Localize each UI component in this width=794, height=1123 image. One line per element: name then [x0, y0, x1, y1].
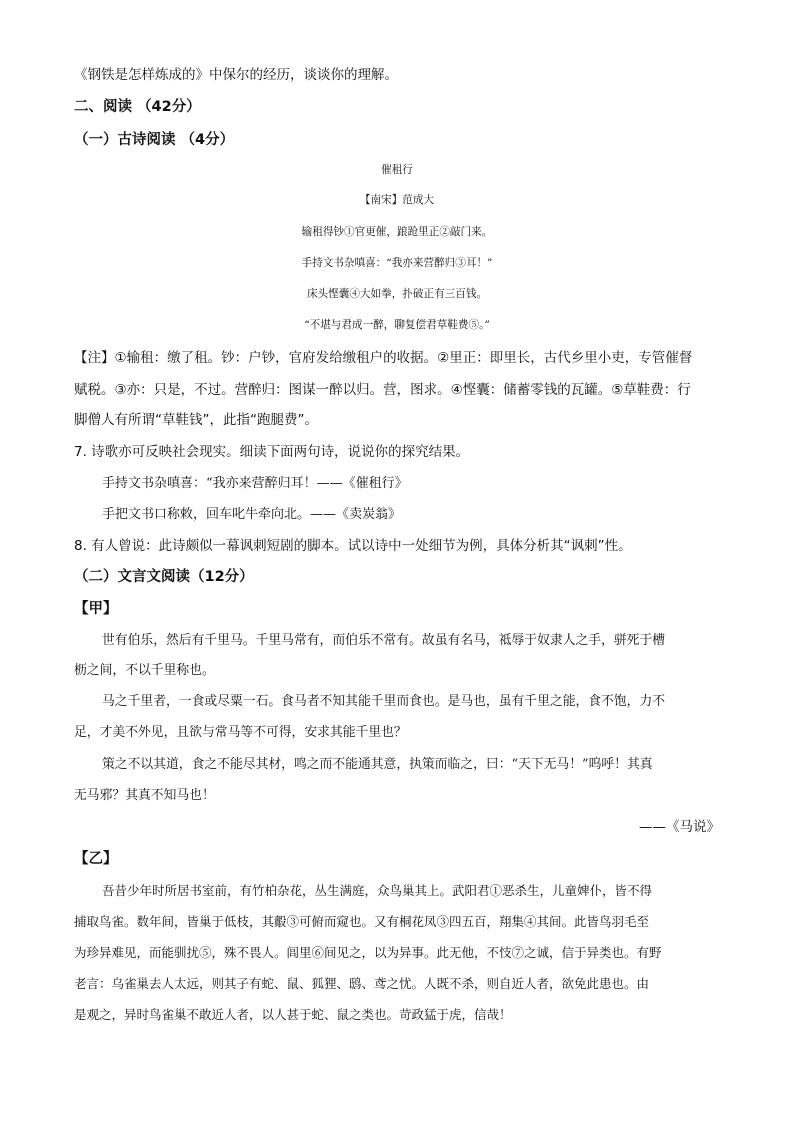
passage-jia-label: 【甲】	[74, 601, 118, 617]
passage-jia-line: 无马邪？其真不知马也！	[74, 788, 215, 803]
passage-jia-line: 枥之间，不以千里称也。	[74, 663, 215, 678]
sub1-heading: （一）古诗阅读 （4分）	[74, 132, 235, 148]
note-line: 脚僧人有所谓“草鞋钱”，此指“跑腿费”。	[74, 412, 318, 428]
passage-yi-label: 【乙】	[74, 851, 118, 867]
passage-jia-line: 世有伯乐，然后有千里马。千里马常有，而伯乐不常有。故虽有名马，祗辱于奴隶人之手，骈死于槽	[102, 633, 666, 648]
poem-line: 输租得钞①官更催，踉跄里正②敲门来。	[301, 226, 493, 238]
passage-yi-line: 是观之，异时鸟雀巢不敢近人者，以人甚于蛇、鼠之类也。苛政猛于虎，信哉！	[74, 1007, 512, 1022]
q7-quote-2: 手把文书口称敕，回车叱牛牵向北。——《卖炭翁》	[102, 507, 402, 522]
passage-jia-line: 策之不以其道，食之不能尽其材，鸣之而不能通其意，执策而临之，曰：“天下无马！”呜呼！其真	[102, 757, 653, 772]
poem-author: 【南宋】范成大	[359, 194, 435, 206]
note-line: 【注】①输租：缴了租。钞：户钞，官府发给缴租户的收据。②里正：即里长，古代乡里小吏，专管催督	[74, 350, 693, 366]
poem-line: “不堪与君成一醉，聊复偿君草鞋费⑤。”	[304, 319, 490, 331]
passage-yi-line: 为珍异难见，而能驯扰⑤，殊不畏人。闾里⑥间见之，以为异事。此无他，不忮⑦之诚，信于异类也。有野	[74, 945, 662, 960]
passage-jia-line: 马之千里者，一食或尽粟一石。食马者不知其能千里而食也。是马也，虽有千里之能，食不饱，力不	[102, 694, 666, 709]
sub2-heading: （二）文言文阅读（12分）	[74, 569, 254, 585]
passage-yi-line: 老言：乌雀巢去人太远，则其子有蛇、鼠、狐狸、鸱、鸢之忧。人既不杀，则自近人者，欲免此患也。由	[74, 976, 650, 991]
poem-line: 手持文书杂嗔喜：“我亦来营醉归③耳！”	[301, 257, 493, 269]
q7-quote-1: 手持文书杂嗔喜：“我亦来营醉归耳！——《催租行》	[102, 476, 408, 491]
intro-line: 《钢铁是怎样炼成的》中保尔的经历，谈谈你的理解。	[74, 67, 398, 83]
section2-heading: 二、阅读 （42分）	[74, 99, 201, 115]
poem-line: 床头悭囊④大如拳，扑破正有三百钱。	[306, 288, 488, 300]
passage-jia-source: ——《马说》	[639, 819, 720, 835]
passage-yi-line: 吾昔少年时所居书室前，有竹柏杂花，丛生满庭，众鸟巢其上。武阳君①恶杀生，儿童婢仆，皆不得	[102, 883, 653, 898]
passage-jia-line: 足，才美不外见，且欲与常马等不可得，安求其能千里也？	[74, 725, 407, 740]
passage-yi-line: 捕取鸟雀。数年间，皆巢于低枝，其鷇③可俯而窥也。又有桐花凤③四五百，翔集④其间。此皆鸟羽毛至	[74, 914, 650, 929]
question-8: 8. 有人曾说：此诗颇似一幕讽刺短剧的脚本。试以诗中一处细节为例，具体分析其“讽刺”性。	[74, 538, 632, 554]
poem-title: 催租行	[381, 164, 413, 176]
note-line: 赋税。③亦：只是，不过。营醉归：图谋一醉以归。营，图求。④悭囊：储蓄零钱的瓦罐。⑤草鞋费：行	[74, 382, 691, 398]
question-7: 7. 诗歌亦可反映社会现实。细读下面两句诗，说说你的探究结果。	[74, 444, 470, 460]
